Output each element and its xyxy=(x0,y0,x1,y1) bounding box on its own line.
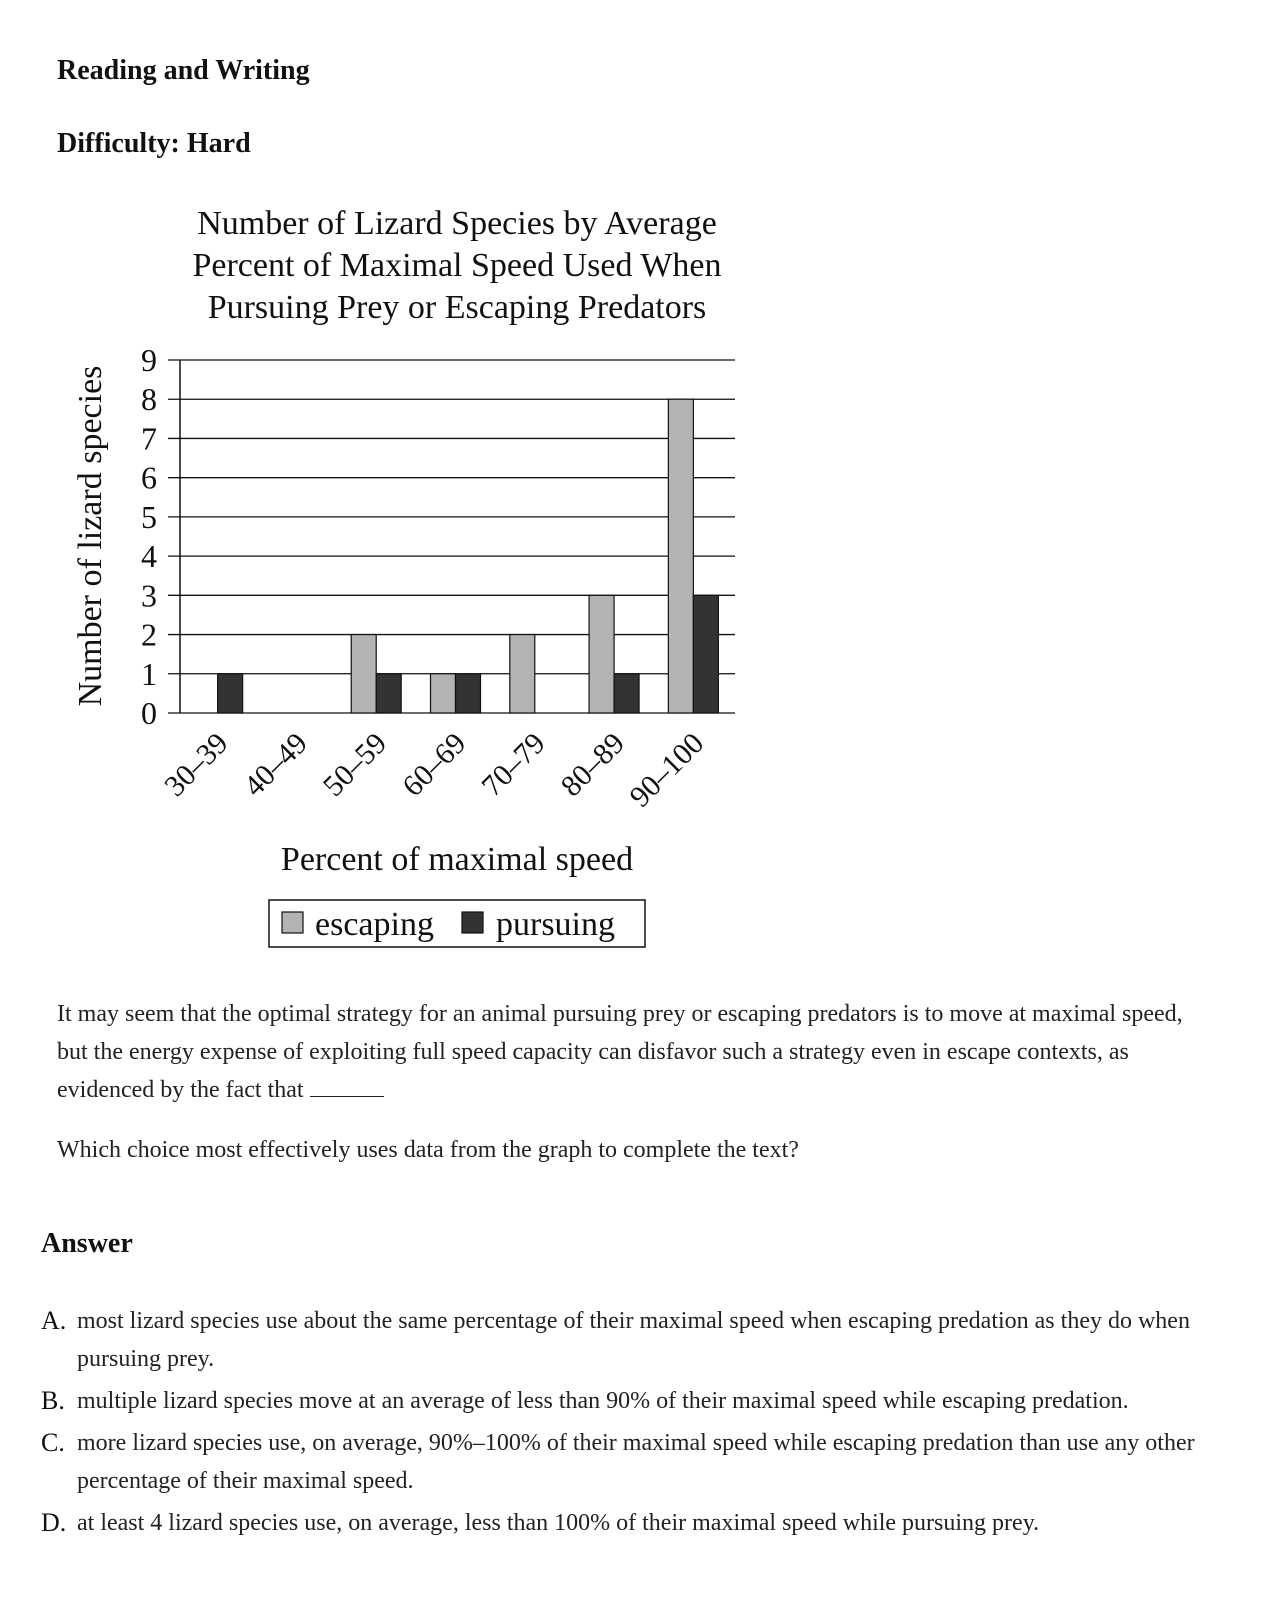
option-text: at least 4 lizard species use, on average, less than 100% of their maximal speed while pursuing prey. xyxy=(77,1510,1040,1536)
bar-pursuing-60–69 xyxy=(456,674,481,713)
y-axis-label: Number of lizard species xyxy=(72,365,109,707)
option-b[interactable] xyxy=(41,1382,1246,1420)
option-d[interactable] xyxy=(41,1504,1246,1542)
question-text: Which choice most effectively uses data from the graph to complete the text? xyxy=(57,1137,799,1163)
bar-pursuing-50–59 xyxy=(376,674,401,713)
option-a[interactable] xyxy=(41,1302,1246,1378)
chart-title xyxy=(192,205,721,326)
legend-swatch-pursuing xyxy=(462,912,483,933)
y-tick-label: 1 xyxy=(141,655,157,692)
bar-chart xyxy=(0,190,780,980)
option-c[interactable] xyxy=(41,1424,1246,1500)
option-text: multiple lizard species move at an average of less than 90% of their maximal speed while escaping predation. xyxy=(77,1388,1129,1414)
bar-pursuing-90–100 xyxy=(693,595,718,713)
option-letter: A. xyxy=(41,1306,67,1335)
legend-label-pursuing: pursuing xyxy=(496,906,615,943)
x-tick-label: 70–79 xyxy=(475,726,552,803)
chart-title-line: Number of Lizard Species by Average xyxy=(197,205,717,242)
x-axis-label: Percent of maximal speed xyxy=(280,841,634,878)
bar-escaping-70–79 xyxy=(510,635,535,713)
chart-title-line: Pursuing Prey or Escaping Predators xyxy=(207,289,707,326)
option-letter: B. xyxy=(41,1386,65,1415)
option-text: more lizard species use, on average, 90%–100% of their maximal speed while escaping predation than use any other percentage of their maximal speed. xyxy=(77,1430,1195,1494)
y-tick-label: 9 xyxy=(141,342,157,378)
y-tick-label: 6 xyxy=(141,459,157,496)
y-tick-labels xyxy=(141,342,157,731)
bar-escaping-90–100 xyxy=(668,399,693,713)
y-tick-label: 4 xyxy=(141,538,157,575)
bar-pursuing-30–39 xyxy=(218,674,243,713)
bar-escaping-50–59 xyxy=(351,635,376,713)
x-tick-label: 60–69 xyxy=(396,726,473,803)
y-tick-label: 0 xyxy=(141,695,157,731)
x-tick-label: 30–39 xyxy=(158,726,235,803)
chart-legend xyxy=(269,900,645,947)
option-letter: D. xyxy=(41,1508,67,1537)
answer-blank xyxy=(310,1076,384,1097)
legend-swatch-escaping xyxy=(282,912,303,933)
y-tick-label: 5 xyxy=(141,498,157,535)
difficulty-label: Difficulty: Hard xyxy=(57,128,251,159)
y-tick-label: 2 xyxy=(141,616,157,653)
bar-escaping-80–89 xyxy=(589,595,614,713)
chart-gridlines xyxy=(168,360,735,713)
y-tick-label: 3 xyxy=(141,577,157,614)
x-tick-label: 40–49 xyxy=(237,726,314,803)
x-tick-label: 50–59 xyxy=(316,726,394,803)
x-tick-label: 80–89 xyxy=(554,726,632,803)
legend-label-escaping: escaping xyxy=(315,906,434,943)
y-tick-label: 8 xyxy=(141,381,157,418)
answer-heading: Answer xyxy=(41,1228,133,1259)
option-letter: C. xyxy=(41,1428,65,1457)
passage-text: It may seem that the optimal strategy for an animal pursuing prey or escaping predators is to move at maximal speed, but the energy expense of exploiting full speed capacity can disfavor such a strategy even in escape contexts, as evidenced by the fact that xyxy=(57,1001,1183,1103)
section-title: Reading and Writing xyxy=(57,55,310,86)
passage xyxy=(57,995,1217,1109)
chart-title-line: Percent of Maximal Speed Used When xyxy=(192,247,722,284)
option-text: most lizard species use about the same percentage of their maximal speed when escaping predation as they do when pursuing prey. xyxy=(77,1308,1190,1372)
y-tick-label: 7 xyxy=(141,420,157,457)
bar-pursuing-80–89 xyxy=(614,674,639,713)
answer-options xyxy=(41,1302,1246,1546)
bar-escaping-60–69 xyxy=(431,674,456,713)
x-tick-label: 90–100 xyxy=(623,726,711,814)
x-tick-labels xyxy=(158,727,710,814)
